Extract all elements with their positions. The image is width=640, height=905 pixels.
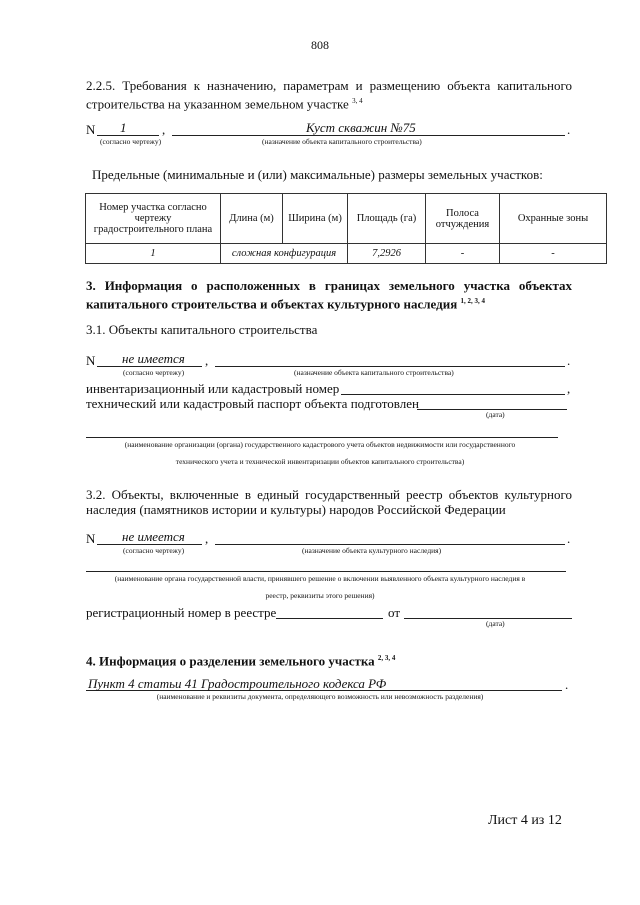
s32-from-text: от bbox=[388, 605, 401, 620]
section-3-1-title: 3.1. Объекты капитального строительства bbox=[86, 322, 318, 337]
s31-caption-date: (дата) bbox=[486, 410, 505, 419]
s32-caption-authority-2: реестр, реквизиты этого решения) bbox=[265, 591, 375, 600]
s31-inv-underline bbox=[341, 394, 565, 395]
caption-purpose: (назначение объекта капитального строительства) bbox=[262, 137, 422, 146]
cell-zones: - bbox=[500, 244, 607, 264]
s31-purpose-underline bbox=[215, 366, 565, 367]
s4-period: . bbox=[565, 677, 569, 692]
s31-period: . bbox=[567, 353, 571, 368]
cell-strip: - bbox=[426, 244, 500, 264]
s32-n-label: N bbox=[86, 531, 96, 546]
s32-authority-underline bbox=[86, 571, 566, 572]
s31-org-underline bbox=[86, 437, 558, 438]
s31-caption-org-2: технического учета и технической инвентаризации объектов капитального строительства) bbox=[175, 457, 465, 466]
section-3-2-line2: наследия (памятников истории и культуры) народов Российской Федерации bbox=[86, 502, 506, 517]
s32-caption-purpose: (назначение объекта культурного наследия) bbox=[302, 546, 442, 555]
cell-config: сложная конфигурация bbox=[221, 244, 348, 264]
s32-caption-date: (дата) bbox=[486, 619, 505, 628]
section-2-2-5-line1: 2.2.5. Требования к назначению, параметрам и размещению объекта капитального bbox=[86, 78, 572, 93]
limits-text: Предельные (минимальные и (или) максимальные) размеры земельных участков: bbox=[92, 167, 543, 182]
s31-caption-drawing: (согласно чертежу) bbox=[123, 368, 185, 377]
s32-reg-underline bbox=[276, 618, 383, 619]
s31-passport-text: технический или кадастровый паспорт объекта подготовлен bbox=[86, 396, 419, 411]
section-3-2-line1: 3.2. Объекты, включенные в единый государственный реестр объектов культурного bbox=[86, 487, 572, 502]
section-2-2-5-line2: строительства на указанном земельном участке $^{3, 4}$ bbox=[86, 96, 363, 112]
s31-n-value: не имеется bbox=[122, 351, 185, 366]
comma: , bbox=[162, 122, 166, 137]
s32-caption-drawing: (согласно чертежу) bbox=[123, 546, 185, 555]
section-3-title-line2: капитального строительства и объектах культурного наследия $^{1, 2, 3, 4}$ bbox=[86, 296, 486, 312]
th-length: Длина (м) bbox=[221, 194, 283, 244]
s32-caption-authority-1: (наименование органа государственной власти, принявшего решение о включении выявленного объекта культурного наследия в bbox=[114, 574, 526, 583]
s31-inv-comma: , bbox=[567, 381, 571, 396]
s32-reg-text: регистрационный номер в реестре bbox=[86, 605, 277, 620]
th-zones: Охранные зоны bbox=[500, 194, 607, 244]
th-strip: Полоса отчуждения bbox=[426, 194, 500, 244]
s31-caption-org-1: (наименование организации (органа) государственного кадастрового учета объектов недвижимости или государственного bbox=[124, 440, 516, 449]
period: . bbox=[567, 122, 571, 137]
page-number: 808 bbox=[311, 38, 329, 52]
s32-n-value: не имеется bbox=[122, 529, 185, 544]
section-3-title-line1: 3. Информация о расположенных в границах земельного участка объектах bbox=[86, 278, 572, 293]
s31-comma: , bbox=[205, 353, 209, 368]
s31-n-label: N bbox=[86, 353, 96, 368]
sheet-number: Лист 4 из 12 bbox=[488, 813, 562, 828]
s4-value: Пункт 4 статьи 41 Градостроительного кодекса РФ bbox=[88, 676, 387, 691]
purpose-value: Куст скважин №75 bbox=[306, 120, 416, 135]
section-4-title: 4. Информация о разделении земельного участка $^{2, 3, 4}$ bbox=[86, 653, 396, 669]
th-number: Номер участка согласно чертежу градостроительного плана bbox=[86, 194, 221, 244]
s32-period: . bbox=[567, 531, 571, 546]
s4-caption: (наименование и реквизиты документа, определяющего возможность или невозможность разделения) bbox=[156, 692, 484, 701]
s32-purpose-underline bbox=[215, 544, 565, 545]
s32-comma: , bbox=[205, 531, 209, 546]
caption-drawing: (согласно чертежу) bbox=[100, 137, 162, 146]
th-width: Ширина (м) bbox=[283, 194, 348, 244]
n-label: N bbox=[86, 122, 96, 137]
cell-area: 7,2926 bbox=[348, 244, 426, 264]
sizes-table bbox=[85, 193, 607, 264]
n-value: 1 bbox=[120, 120, 127, 135]
cell-number: 1 bbox=[86, 244, 221, 264]
n-underline bbox=[97, 135, 159, 136]
th-area: Площадь (га) bbox=[348, 194, 426, 244]
s31-caption-purpose: (назначение объекта капитального строительства) bbox=[294, 368, 454, 377]
s31-inv-text: инвентаризационный или кадастровый номер bbox=[86, 381, 340, 396]
